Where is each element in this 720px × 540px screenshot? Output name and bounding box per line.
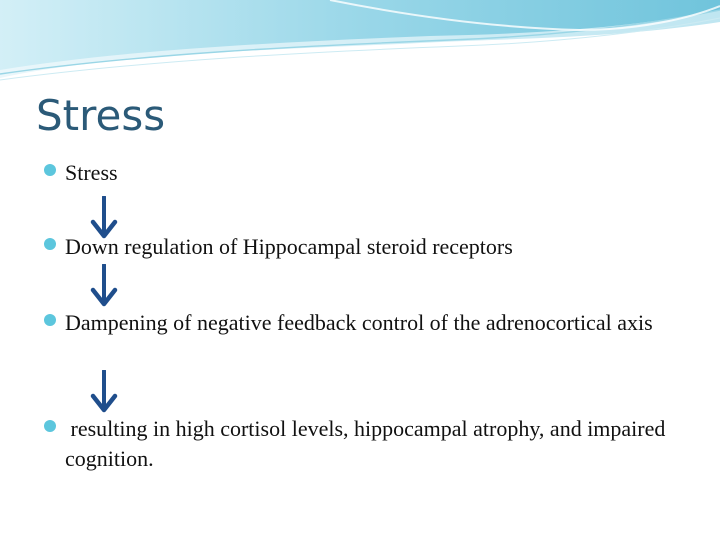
decorative-wave-banner xyxy=(0,0,720,100)
bullet-text: Down regulation of Hippocampal steroid receptors xyxy=(65,234,513,259)
bullet-text: resulting in high cortisol levels, hippocampal atrophy, and impaired cognition. xyxy=(65,416,671,471)
bullet-dot xyxy=(44,164,56,176)
bullet-dot xyxy=(44,420,56,432)
bullet-dot xyxy=(44,314,56,326)
slide-title: Stress xyxy=(36,91,166,140)
bullet-dot xyxy=(44,238,56,250)
down-arrow-icon xyxy=(90,264,118,308)
bullet-text: Stress xyxy=(65,160,118,185)
bullet-text: Dampening of negative feedback control of the adrenocortical axis xyxy=(65,310,653,335)
down-arrow-icon xyxy=(90,370,118,414)
